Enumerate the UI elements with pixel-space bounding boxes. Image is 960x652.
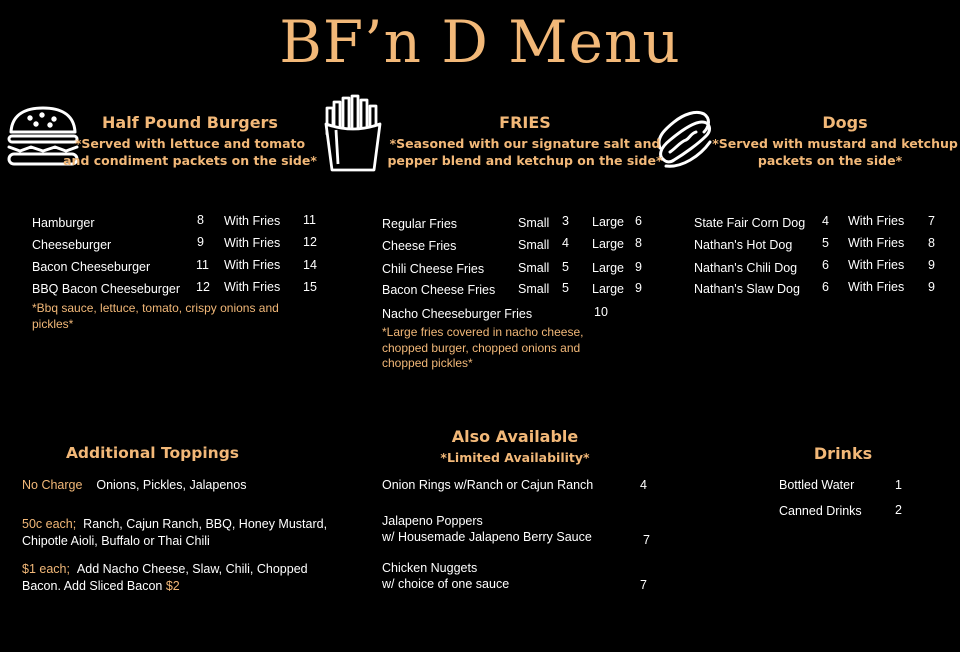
burgers-subheading-2: and condiment packets on the side* <box>63 153 317 168</box>
with-fries-label: With Fries <box>224 236 281 250</box>
fries-large-price: 8 <box>635 236 642 250</box>
with-fries-label: With Fries <box>848 258 905 272</box>
large-label: Large <box>592 215 624 229</box>
burger-item-fries-price: 14 <box>303 258 317 272</box>
burger-note: *Bbq sauce, lettuce, tomato, crispy onions and pickles* <box>32 301 279 331</box>
also-subheading: *Limited Availability* <box>440 450 590 465</box>
also-item-name: Jalapeno Poppers <box>382 514 483 528</box>
with-fries-label: With Fries <box>848 214 905 228</box>
burgers-subheading-1: *Served with lettuce and tomato <box>74 136 306 151</box>
dog-item-name: Nathan's Slaw Dog <box>694 282 800 296</box>
dog-item-price: 4 <box>822 214 829 228</box>
fries-small-price: 5 <box>562 281 569 295</box>
with-fries-label: With Fries <box>224 214 281 228</box>
fries-large-price: 9 <box>635 260 642 274</box>
also-item-price: 7 <box>643 533 650 547</box>
also-item-name: Chicken Nuggets <box>382 561 478 575</box>
small-label: Small <box>518 282 550 296</box>
drinks-heading: Drinks <box>813 444 873 463</box>
dog-item-name: State Fair Corn Dog <box>694 216 806 230</box>
dogs-heading: Dogs <box>822 113 868 132</box>
large-label: Large <box>592 261 624 275</box>
with-fries-label: With Fries <box>848 236 905 250</box>
toppings-no-charge-list: Onions, Pickles, Jalapenos <box>96 478 247 492</box>
dog-item-price: 6 <box>822 258 829 272</box>
also-item-price: 4 <box>640 478 647 492</box>
fries-subheading-1: *Seasoned with our signature salt and <box>389 136 661 151</box>
toppings-1-dollar-label: $1 each; <box>22 562 70 576</box>
dog-item-name: Nathan's Chili Dog <box>694 261 798 275</box>
with-fries-label: With Fries <box>848 280 905 294</box>
toppings-no-charge <box>22 478 246 492</box>
sliced-bacon-price: $2 <box>165 579 180 593</box>
nacho-fries-name: Nacho Cheeseburger Fries <box>382 307 533 321</box>
fries-item-name: Bacon Cheese Fries <box>382 283 496 297</box>
burger-item-fries-price: 12 <box>303 235 317 249</box>
drink-item-price: 2 <box>895 503 902 517</box>
menu-title: BF’n D Menu <box>279 8 681 76</box>
toppings-50c <box>22 516 340 550</box>
drink-item-name: Bottled Water <box>779 478 855 492</box>
fries-item-name: Cheese Fries <box>382 239 457 253</box>
burger-item-fries-price: 11 <box>303 213 316 227</box>
dog-item-fries-price: 7 <box>928 214 935 228</box>
fries-item-name: Chili Cheese Fries <box>382 262 485 276</box>
dog-item-price: 5 <box>822 236 829 250</box>
dog-item-name: Nathan's Hot Dog <box>694 238 793 252</box>
fries-small-price: 3 <box>562 214 569 228</box>
fries-subheading-2: pepper blend and ketchup on the side* <box>387 153 663 168</box>
dog-item-fries-price: 8 <box>928 236 935 250</box>
also-heading: Also Available <box>451 427 579 446</box>
dogs-subheading-1: *Served with mustard and ketchup <box>712 136 958 151</box>
nacho-fries-note: *Large fries covered in nacho cheese, chopped burger, chopped onions and chopped pickles* <box>382 325 584 370</box>
dog-item-fries-price: 9 <box>928 258 935 272</box>
burger-item-price: 9 <box>197 235 204 249</box>
small-label: Small <box>518 216 550 230</box>
nacho-fries-price: 10 <box>594 305 608 319</box>
small-label: Small <box>518 238 550 252</box>
toppings-50c-label: 50c each; <box>22 517 77 531</box>
toppings-no-charge-label: No Charge <box>22 478 83 492</box>
toppings-1-dollar <box>22 561 322 595</box>
fries-heading: FRIES <box>499 113 551 132</box>
fries-item-name: Regular Fries <box>382 217 458 231</box>
small-label: Small <box>518 261 550 275</box>
large-label: Large <box>592 282 624 296</box>
toppings-heading: Additional Toppings <box>65 444 240 462</box>
burger-item-name: BBQ Bacon Cheeseburger <box>32 282 181 296</box>
with-fries-label: With Fries <box>224 258 281 272</box>
burger-item-name: Hamburger <box>32 216 95 230</box>
drink-item-price: 1 <box>895 478 902 492</box>
fries-large-price: 9 <box>635 281 642 295</box>
burger-item-price: 12 <box>196 280 210 294</box>
toppings-1-dollar-list: Add Nacho Cheese, Slaw, Chili, Chopped Bacon. Add Sliced Bacon <box>22 562 308 593</box>
burger-item-price: 8 <box>197 213 204 227</box>
burger-item-price: 11 <box>196 258 209 272</box>
burger-item-name: Cheeseburger <box>32 238 112 252</box>
burger-item-fries-price: 15 <box>303 280 317 294</box>
drink-item-name: Canned Drinks <box>779 504 862 518</box>
large-label: Large <box>592 237 624 251</box>
burger-item-name: Bacon Cheeseburger <box>32 260 151 274</box>
dogs-subheading-2: packets on the side* <box>757 153 903 168</box>
fries-small-price: 4 <box>562 236 569 250</box>
also-item-price: 7 <box>640 578 647 592</box>
also-item-description: w/ Housemade Jalapeno Berry Sauce <box>382 530 592 544</box>
also-item-name: Onion Rings w/Ranch or Cajun Ranch <box>382 478 594 492</box>
fries-large-price: 6 <box>635 214 642 228</box>
toppings-50c-list: Ranch, Cajun Ranch, BBQ, Honey Mustard, Chipotle Aioli, Buffalo or Thai Chili <box>22 517 328 548</box>
with-fries-label: With Fries <box>224 280 281 294</box>
burgers-heading: Half Pound Burgers <box>102 113 278 132</box>
dog-item-price: 6 <box>822 280 829 294</box>
fries-small-price: 5 <box>562 260 569 274</box>
dog-item-fries-price: 9 <box>928 280 935 294</box>
also-item-description: w/ choice of one sauce <box>382 577 510 591</box>
